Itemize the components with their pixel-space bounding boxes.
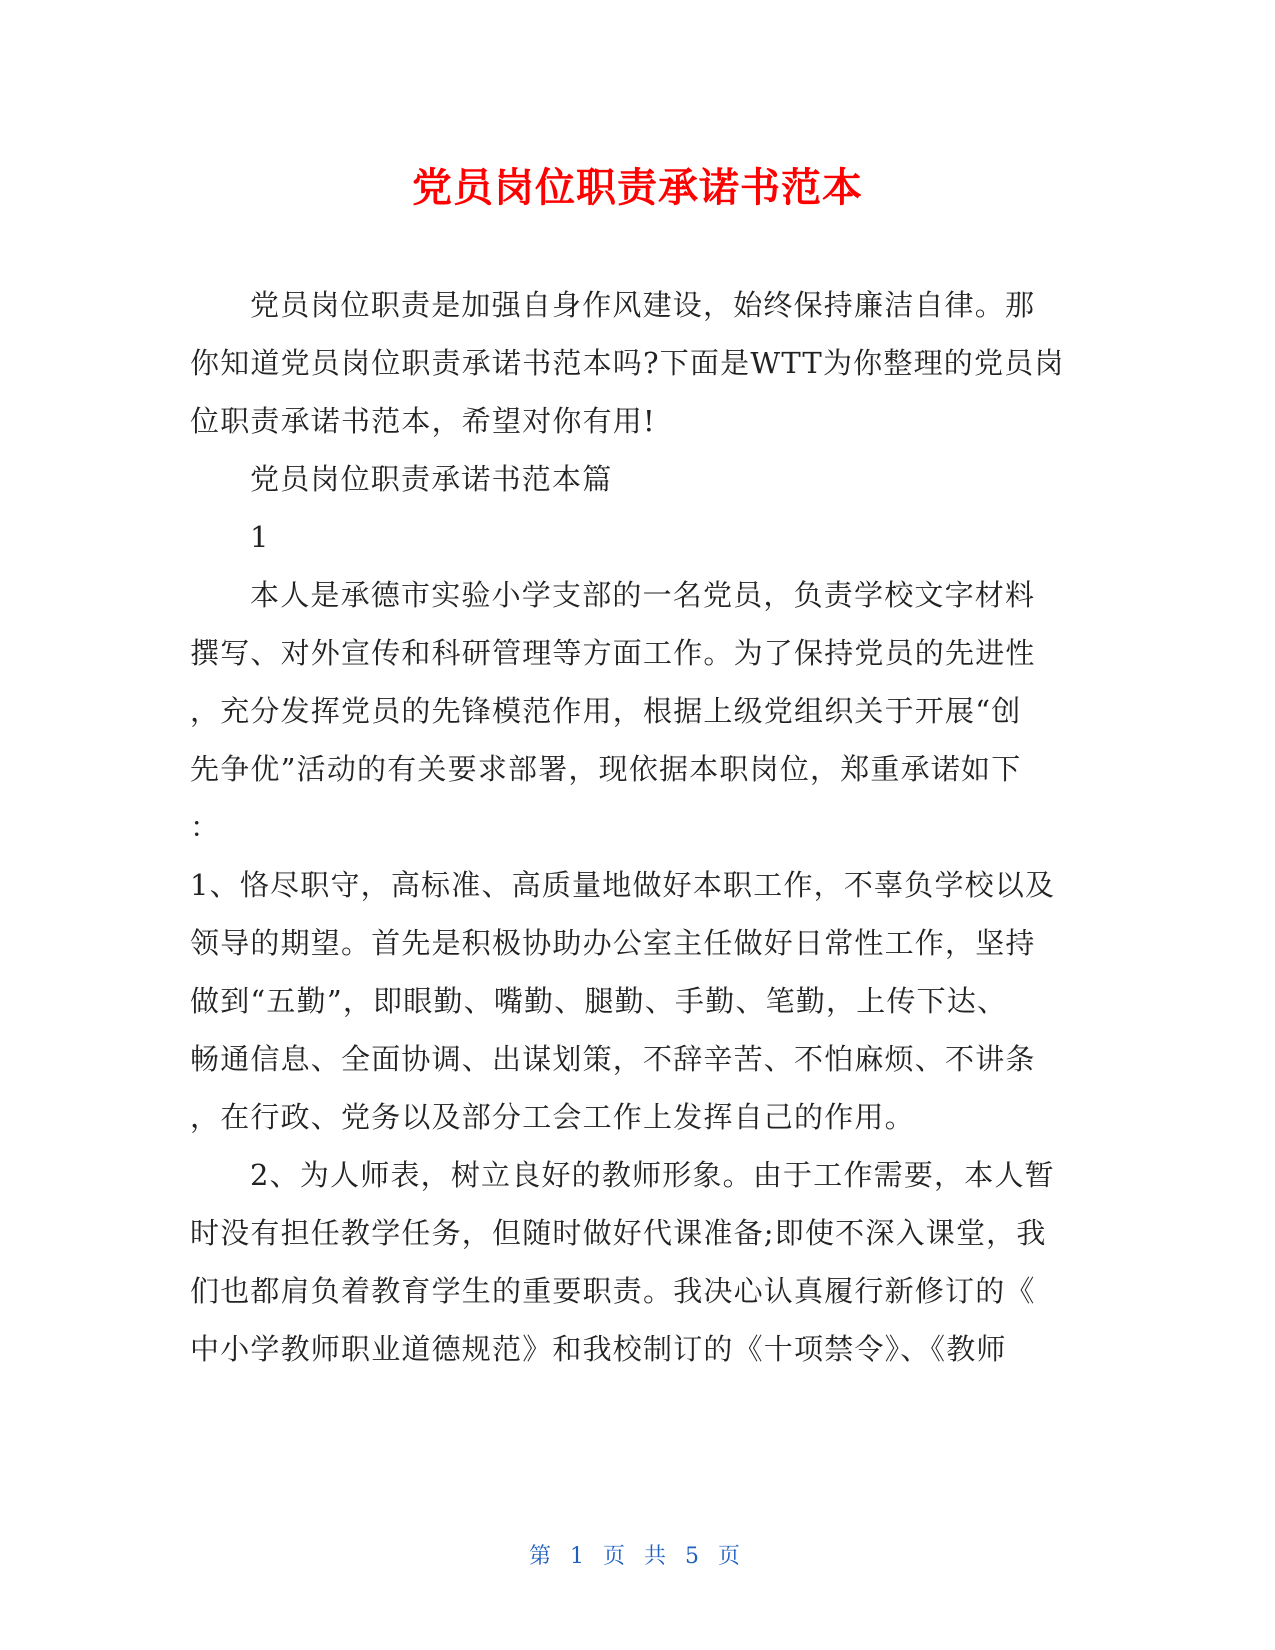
body-line: 本人是承德市实验小学支部的一名党员，负责学校文字材料: [250, 578, 1036, 612]
document-title: 党员岗位职责承诺书范本: [412, 165, 863, 211]
body-line: 撰写、对外宣传和科研管理等方面工作。为了保持党员的先进性: [190, 636, 1036, 670]
body-line: 2、为人师表，树立良好的教师形象。由于工作需要，本人暂: [250, 1158, 1055, 1192]
body-line: 做到“五勤”，即眼勤、嘴勤、腿勤、手勤、笔勤，上传下达、: [190, 984, 1008, 1018]
body-line: ，在行政、党务以及部分工会工作上发挥自己的作用。: [190, 1100, 915, 1134]
page-number-footer: 第 1 页 共 5 页: [529, 1544, 746, 1569]
body-line: 们也都肩负着教育学生的重要职责。我决心认真履行新修订的《: [190, 1274, 1036, 1308]
body-line: 党员岗位职责是加强自身作风建设，始终保持廉洁自律。那: [250, 288, 1036, 322]
body-line: 先争优”活动的有关要求部署，现依据本职岗位，郑重承诺如下: [190, 752, 1022, 786]
body-line: 畅通信息、全面协调、出谋划策，不辞辛苦、不怕麻烦、不讲条: [190, 1042, 1036, 1076]
body-line: 中小学教师职业道德规范》和我校制订的《十项禁令》、《教师: [190, 1332, 1007, 1366]
body-line: ：: [190, 810, 221, 844]
body-line: 位职责承诺书范本，希望对你有用!: [190, 404, 656, 438]
body-line: ，充分发挥党员的先锋模范作用，根据上级党组织关于开展“创: [190, 694, 1022, 728]
body-line: 时没有担任教学任务，但随时做好代课准备;即使不深入课堂，我: [190, 1216, 1047, 1250]
section-heading: 党员岗位职责承诺书范本篇: [250, 462, 613, 496]
body-line: 1、恪尽职守，高标准、高质量地做好本职工作，不辜负学校以及: [190, 868, 1056, 902]
body-line: 你知道党员岗位职责承诺书范本吗?下面是WTT为你整理的党员岗: [190, 346, 1065, 380]
body-line: 领导的期望。首先是积极协助办公室主任做好日常性工作，坚持: [190, 926, 1036, 960]
section-number: 1: [250, 520, 270, 554]
